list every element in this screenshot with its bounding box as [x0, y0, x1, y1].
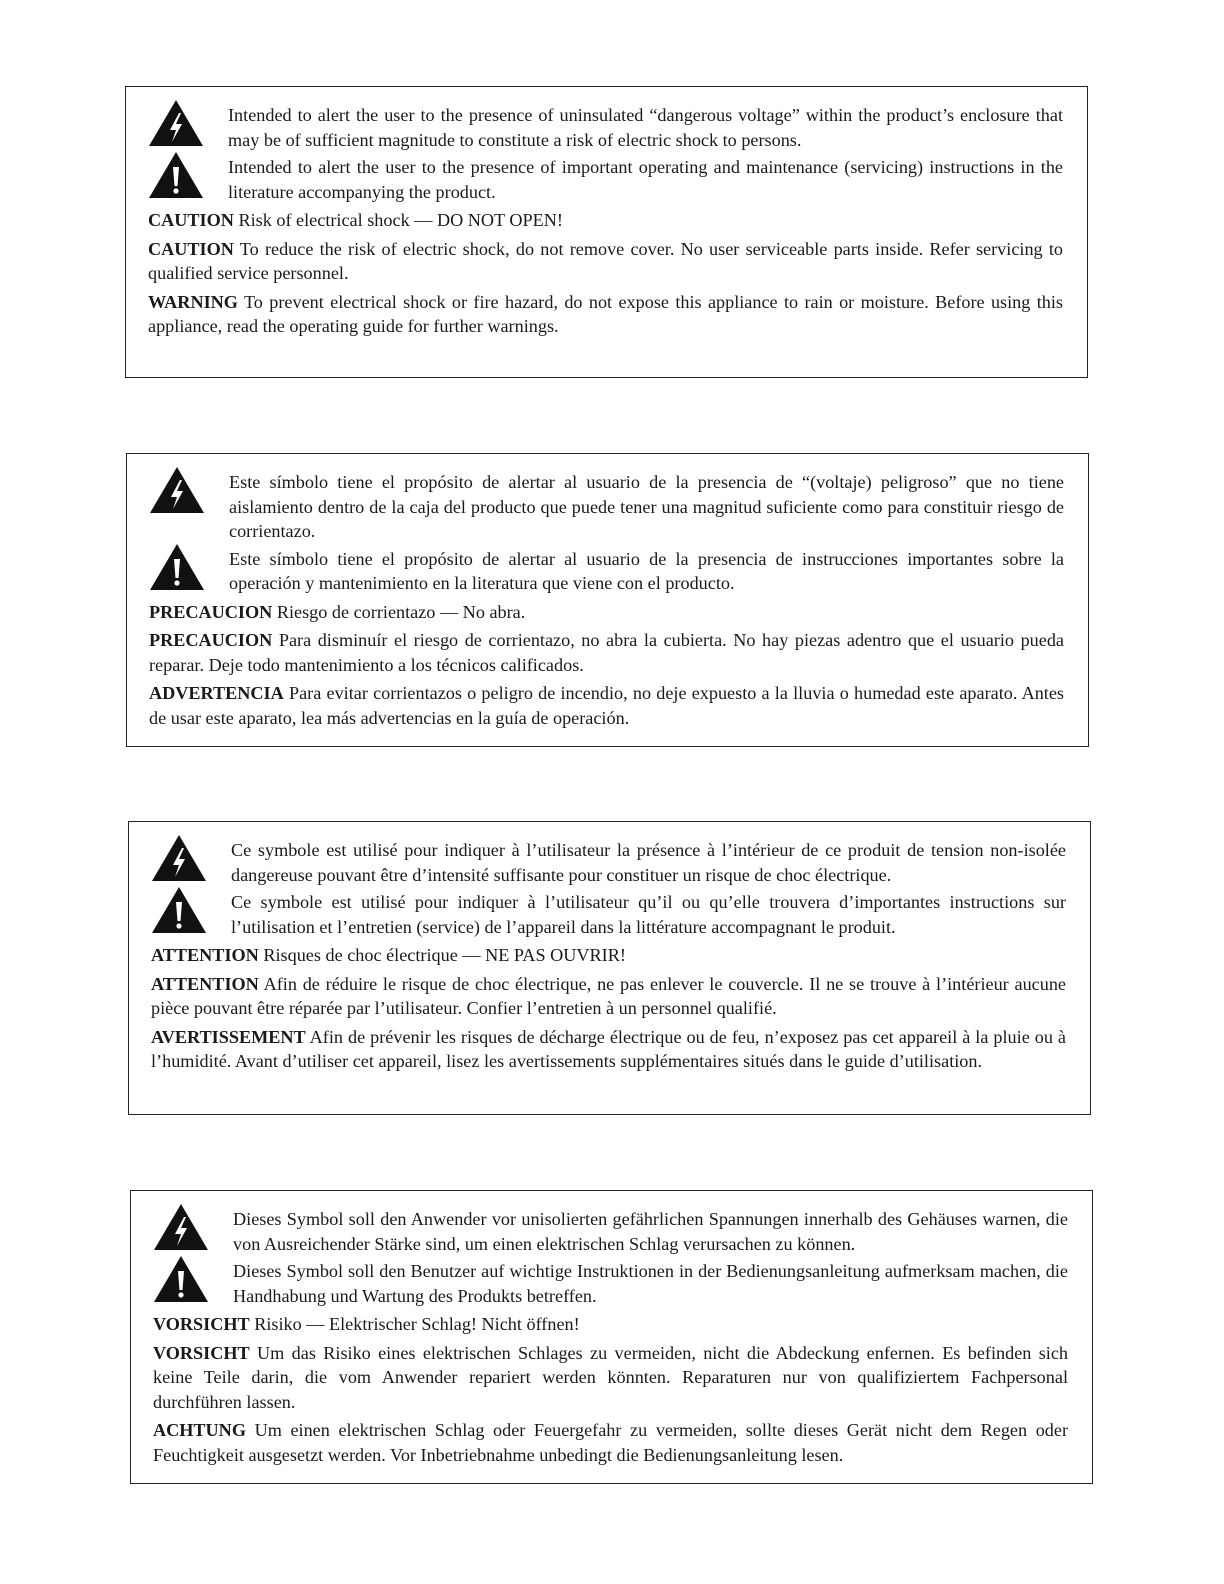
- lightning-warning-icon: [153, 1203, 209, 1251]
- notice-label: PRECAUCION: [149, 630, 273, 650]
- notice-label: WARNING: [148, 291, 238, 312]
- notice-paragraph: [151, 972, 1066, 1021]
- notice-label: CAUTION: [148, 238, 234, 259]
- notice-paragraph: [151, 943, 1066, 968]
- symbol-row-instructions: [149, 547, 1064, 596]
- notice-paragraph: [149, 600, 1064, 625]
- symbol-voltage-text: Dieses Symbol soll den Anwender vor unisolierten gefährlichen Spannungen innerhalb des Gehäuses warnen, die von Ausreichender Stärke sind, um einen elektrischen Schlag verursachen zu können.: [233, 1209, 1068, 1254]
- notice-paragraph: [153, 1312, 1068, 1337]
- symbol-voltage-text: Este símbolo tiene el propósito de alertar al usuario de la presencia de “(voltaje) peligroso” que no tiene aislamiento dentro de la caja del producto que puede tener una magnitud suficiente como para constituir riesgo de corrientazo.: [229, 472, 1064, 541]
- notice-label: VORSICHT: [153, 1342, 250, 1363]
- warning-panel-german: [130, 1190, 1093, 1484]
- notice-text: To prevent electrical shock or fire hazard, do not expose this appliance to rain or moisture. Before using this appliance, read the operating guide for further warnings.: [148, 291, 1064, 336]
- notice-paragraph: [153, 1341, 1068, 1415]
- symbol-row-voltage: [153, 1207, 1068, 1256]
- notice-label: ATTENTION: [151, 973, 259, 994]
- lightning-warning-icon: [151, 834, 207, 882]
- symbol-voltage-text: Ce symbole est utilisé pour indiquer à l’utilisateur la présence à l’intérieur de ce produit de tension non-isolée dangereuse pouvant être d’intensité suffisante pour constituer un risque de choc électrique.: [231, 840, 1066, 885]
- notice-paragraph: [153, 1418, 1068, 1467]
- notice-text: Para evitar corrientazos o peligro de incendio, no deje expuesto a la lluvia o humedad este aparato. Antes de usar este aparato, lea más advertencias en la guía de operación.: [149, 683, 1065, 728]
- notice-text: To reduce the risk of electric shock, do not remove cover. No user serviceable parts inside. Refer servicing to qualified service personnel.: [148, 238, 1063, 283]
- notice-label: PRECAUCION: [149, 601, 273, 622]
- notice-paragraph: [151, 1025, 1066, 1074]
- symbol-row-instructions: [148, 155, 1063, 204]
- notice-paragraph: [148, 290, 1063, 339]
- notice-text: Risiko — Elektrischer Schlag! Nicht öffnen!: [254, 1314, 580, 1334]
- notice-label: ACHTUNG: [153, 1420, 246, 1440]
- symbol-row-voltage: [151, 838, 1066, 887]
- lightning-warning-icon: [149, 466, 205, 514]
- notice-text: Risques de choc électrique — NE PAS OUVRIR!: [263, 945, 626, 965]
- symbol-row-instructions: [151, 890, 1066, 939]
- symbol-row-instructions: [153, 1259, 1068, 1308]
- notice-text: Para disminuír el riesgo de corrientazo, no abra la cubierta. No hay piezas adentro que el usuario pueda reparar. Deje todo mantenimiento a los técnicos calificados.: [149, 630, 1064, 675]
- symbol-instructions-text: Intended to alert the user to the presence of important operating and maintenance (servicing) instructions in the literature accompanying the product.: [228, 157, 1063, 202]
- notice-text: Um einen elektrischen Schlag oder Feuergefahr zu vermeiden, sollte dieses Gerät nicht dem Regen oder Feuchtigkeit ausgesetzt werden. Vor Inbetriebnahme unbedingt die Bedienungsanleitung lesen.: [153, 1420, 1069, 1465]
- notice-label: ADVERTENCIA: [149, 683, 284, 703]
- symbol-instructions-text: Ce symbole est utilisé pour indiquer à l’utilisateur qu’il ou qu’elle trouvera d’importantes instructions sur l’utilisation et l’entretien (service) de l’appareil dans la littérature accompagnant le produit.: [231, 892, 1066, 937]
- notice-text: Um das Risiko eines elektrischen Schlages zu vermeiden, nicht die Abdeckung enfernen. Es befinden sich keine Teile darin, die vom Anwender repariert werden könnten. Reparaturen nur von qualifiziertem Fachpersonal durchführen lassen.: [153, 1342, 1069, 1412]
- warning-panel-spanish: [126, 453, 1089, 747]
- exclamation-warning-icon: [149, 543, 205, 591]
- symbol-row-voltage: [148, 103, 1063, 152]
- notice-text: Afin de prévenir les risques de décharge électrique ou de feu, n’exposez pas cet appareil à la pluie ou à l’humidité. Avant d’utiliser cet appareil, lisez les avertissements supplémentaires situés dans le guide d’utilisation.: [151, 1026, 1066, 1071]
- notice-label: CAUTION: [148, 210, 234, 230]
- symbol-instructions-text: Este símbolo tiene el propósito de alertar al usuario de la presencia de instrucciones importantes sobre la operación y mantenimiento en la literatura que viene con el producto.: [229, 548, 1064, 593]
- symbol-voltage-text: Intended to alert the user to the presence of uninsulated “dangerous voltage” within the product’s enclosure that may be of sufficient magnitude to constitute a risk of electric shock to persons.: [228, 105, 1063, 150]
- notice-text: Afin de réduire le risque de choc électrique, ne pas enlever le couvercle. Il ne se trouve à l’intérieur aucune pièce pouvant être réparée par l’utilisateur. Confier l’entretien à un personnel qualifié.: [151, 973, 1066, 1018]
- notice-text: Risk of electrical shock — DO NOT OPEN!: [238, 210, 563, 230]
- notice-paragraph: [149, 628, 1064, 677]
- notice-label: ATTENTION: [151, 945, 259, 965]
- notice-text: Riesgo de corrientazo — No abra.: [276, 601, 526, 622]
- notice-paragraph: [148, 237, 1063, 286]
- lightning-warning-icon: [148, 99, 204, 147]
- symbol-row-voltage: [149, 470, 1064, 544]
- warning-panel-french: [128, 821, 1091, 1115]
- exclamation-warning-icon: [153, 1255, 209, 1303]
- notice-label: AVERTISSEMENT: [151, 1026, 306, 1047]
- exclamation-warning-icon: [148, 151, 204, 199]
- notice-label: VORSICHT: [153, 1314, 250, 1334]
- exclamation-warning-icon: [151, 886, 207, 934]
- warning-panel-english: [125, 86, 1088, 378]
- notice-paragraph: [149, 681, 1064, 730]
- notice-paragraph: [148, 208, 1063, 233]
- symbol-instructions-text: Dieses Symbol soll den Benutzer auf wichtige Instruktionen in der Bedienungsanleitung aufmerksam machen, die Handhabung und Wartung des Produkts betreffen.: [233, 1261, 1068, 1306]
